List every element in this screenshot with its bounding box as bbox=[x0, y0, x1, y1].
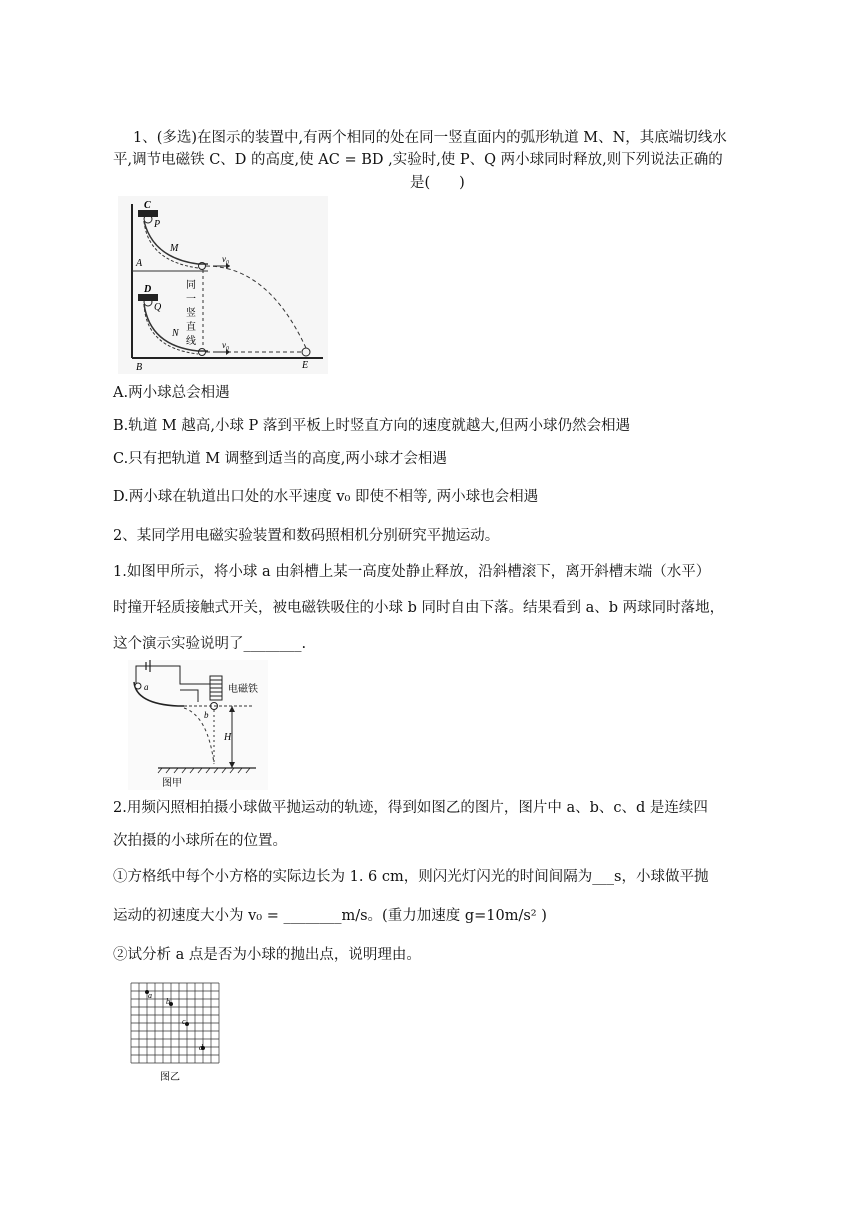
q2-intro: 2、某同学用电磁实验装置和数码照相机分别研究平抛运动。 bbox=[113, 528, 500, 544]
q2-p2-q1-line1: ①方格纸中每个小方格的实际边长为 1. 6 cm，则闪光灯闪光的时间间隔为___s，小球做平抛 bbox=[113, 869, 709, 885]
svg-text:a: a bbox=[148, 991, 152, 1000]
q1-option-b: B.轨道 M 越高,小球 P 落到平板上时竖直方向的速度就越大,但两小球仍然会相遇 bbox=[113, 418, 631, 434]
q2-p1-line3: 这个演示实验说明了________. bbox=[113, 636, 307, 652]
svg-text:H: H bbox=[224, 732, 232, 743]
grid-paper bbox=[131, 983, 219, 1063]
svg-text:同: 同 bbox=[186, 280, 196, 291]
svg-text:A: A bbox=[136, 258, 143, 269]
q2-p2-q1-line2: 运动的初速度大小为 v₀ = ________m/s。(重力加速度 g=10m/s² ) bbox=[113, 908, 547, 924]
svg-text:d: d bbox=[199, 1043, 203, 1052]
svg-text:图乙: 图乙 bbox=[160, 1072, 180, 1083]
svg-text:v₀: v₀ bbox=[222, 254, 230, 264]
svg-text:一: 一 bbox=[186, 294, 196, 305]
q1-stem-line2: 平,调节电磁铁 C、D 的高度,使 AC = BD ,实验时,使 P、Q 两小球同时释放,则下列说法正确的 bbox=[113, 152, 723, 168]
svg-text:电磁铁: 电磁铁 bbox=[228, 684, 258, 695]
q2-p2-line2: 次拍摄的小球所在的位置。 bbox=[113, 833, 287, 849]
svg-text:c: c bbox=[182, 1017, 186, 1026]
figure-yi bbox=[128, 980, 224, 1084]
magnet-c-icon bbox=[138, 210, 158, 217]
q1-option-c: C.只有把轨道 M 调整到适当的高度,两小球才会相遇 bbox=[113, 451, 447, 467]
q2-p2-line1: 2.用频闪照相拍摄小球做平抛运动的轨迹，得到如图乙的图片，图片中 a、b、c、d 是连续四 bbox=[113, 800, 708, 816]
q2-p2-q2: ②试分析 a 点是否为小球的抛出点，说明理由。 bbox=[113, 947, 421, 963]
svg-text:M: M bbox=[170, 243, 179, 254]
svg-text:N: N bbox=[172, 328, 179, 339]
svg-text:E: E bbox=[302, 360, 309, 371]
svg-text:a: a bbox=[144, 682, 149, 692]
figure-jia bbox=[128, 660, 268, 790]
svg-text:图甲: 图甲 bbox=[162, 778, 182, 789]
svg-text:b: b bbox=[166, 997, 170, 1006]
svg-text:B: B bbox=[136, 362, 143, 373]
q1-stem-line1: 1、(多选)在图示的装置中,有两个相同的处在同一竖直面内的弧形轨道 M、N，其底端切线水 bbox=[133, 130, 727, 146]
q1-track-figure bbox=[118, 196, 328, 374]
svg-text:竖: 竖 bbox=[186, 308, 196, 319]
q2-p1-line1: 1.如图甲所示，将小球 a 由斜槽上某一高度处静止释放，沿斜槽滚下，离开斜槽末端（水平） bbox=[113, 564, 711, 580]
q1-option-a: A.两小球总会相遇 bbox=[113, 385, 230, 401]
svg-text:P: P bbox=[154, 219, 161, 230]
svg-text:v₀: v₀ bbox=[222, 340, 230, 350]
q1-stem-line3: 是( ) bbox=[410, 175, 465, 191]
svg-text:线: 线 bbox=[186, 336, 196, 347]
svg-text:b: b bbox=[204, 710, 209, 720]
svg-text:直: 直 bbox=[186, 322, 196, 333]
q2-p1-line2: 时撞开轻质接触式开关，被电磁铁吸住的小球 b 同时自由下落。结果看到 a、b 两球同时落地， bbox=[113, 600, 725, 616]
svg-text:Q: Q bbox=[154, 302, 162, 313]
q1-option-d: D.两小球在轨道出口处的水平速度 v₀ 即使不相等, 两小球也会相遇 bbox=[113, 489, 539, 505]
svg-text:C: C bbox=[144, 200, 151, 211]
svg-text:D: D bbox=[144, 284, 152, 295]
